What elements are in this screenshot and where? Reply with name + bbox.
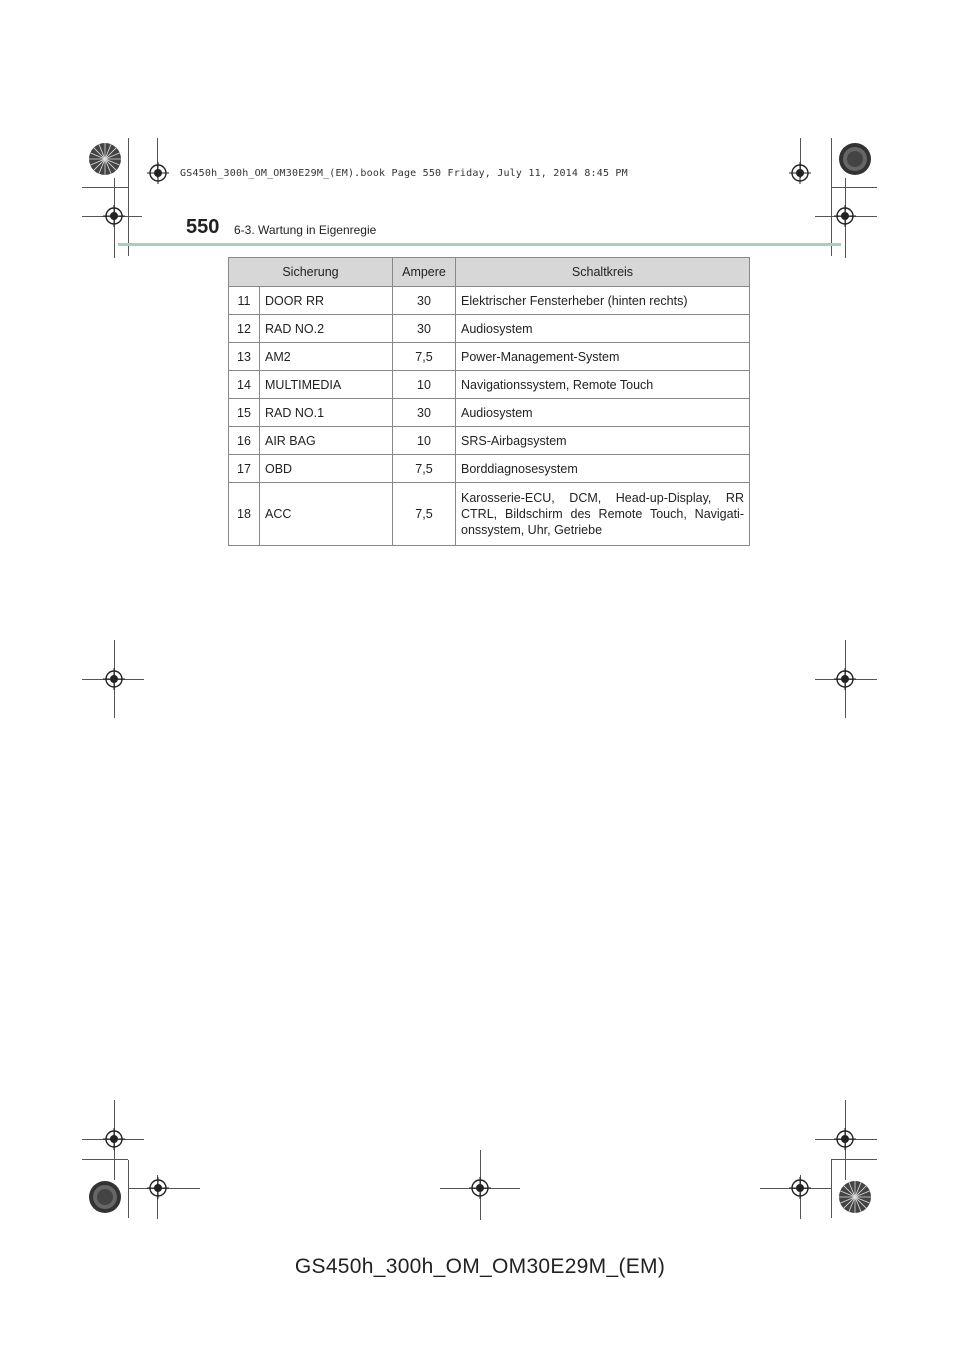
fuse-ampere: 7,5: [393, 343, 456, 371]
registration-mark-icon: [469, 1177, 491, 1199]
registration-mark-icon: [834, 205, 856, 227]
starburst-wheel-icon: [838, 142, 872, 176]
column-header-schaltkreis: Schaltkreis: [456, 258, 750, 287]
fuse-circuit: Audiosystem: [456, 399, 750, 427]
table-row: [229, 343, 750, 371]
fuse-number: 16: [229, 427, 260, 455]
fuse-ampere: 30: [393, 399, 456, 427]
section-title: 6-3. Wartung in Eigenregie: [234, 223, 377, 237]
fuse-ampere: 30: [393, 315, 456, 343]
fuse-name: DOOR RR: [260, 287, 393, 315]
fuse-number: 12: [229, 315, 260, 343]
fuse-circuit: Navigationssystem, Remote Touch: [456, 371, 750, 399]
starburst-wheel-icon: [88, 1180, 122, 1214]
registration-mark-icon: [103, 1128, 125, 1150]
fuse-number: 13: [229, 343, 260, 371]
fuse-number: 15: [229, 399, 260, 427]
page-number: 550: [186, 216, 220, 238]
fuse-ampere: 7,5: [393, 483, 456, 546]
fuse-circuit: Karosserie-ECU, DCM, Head-up-Display, RR CTRL, Bildschirm des Remote Touch, Navigati-onssystem, Uhr, Getriebe: [456, 483, 750, 546]
fuse-name: RAD NO.2: [260, 315, 393, 343]
table-row: [229, 427, 750, 455]
table-row: [229, 371, 750, 399]
fuse-name: OBD: [260, 455, 393, 483]
fuse-name: AIR BAG: [260, 427, 393, 455]
fuse-circuit: Power-Management-System: [456, 343, 750, 371]
fuse-ampere: 10: [393, 371, 456, 399]
book-info-line: GS450h_300h_OM_OM30E29M_(EM).book Page 550 Friday, July 11, 2014 8:45 PM: [180, 168, 628, 179]
fuse-name: ACC: [260, 483, 393, 546]
registration-mark-icon: [103, 668, 125, 690]
fuse-name: RAD NO.1: [260, 399, 393, 427]
fuse-table: [228, 257, 750, 546]
fuse-number: 18: [229, 483, 260, 546]
starburst-wheel-icon: [88, 142, 122, 176]
fuse-circuit: SRS-Airbagsystem: [456, 427, 750, 455]
fuse-circuit: Borddiagnosesystem: [456, 455, 750, 483]
table-row: [229, 483, 750, 546]
registration-mark-icon: [834, 668, 856, 690]
fuse-circuit: Audiosystem: [456, 315, 750, 343]
registration-mark-icon: [789, 162, 811, 184]
fuse-number: 17: [229, 455, 260, 483]
footer-document-id: GS450h_300h_OM_OM30E29M_(EM): [294, 1255, 666, 1278]
fuse-number: 11: [229, 287, 260, 315]
table-row: [229, 455, 750, 483]
registration-mark-icon: [789, 1177, 811, 1199]
registration-mark-icon: [147, 162, 169, 184]
fuse-number: 14: [229, 371, 260, 399]
column-header-sicherung: Sicherung: [229, 258, 393, 287]
fuse-circuit: Elektrischer Fensterheber (hinten rechts): [456, 287, 750, 315]
registration-mark-icon: [147, 1177, 169, 1199]
fuse-ampere: 30: [393, 287, 456, 315]
fuse-name: AM2: [260, 343, 393, 371]
header-rule: [118, 243, 841, 246]
table-row: [229, 287, 750, 315]
starburst-wheel-icon: [838, 1180, 872, 1214]
table-header-row: [229, 258, 750, 287]
registration-mark-icon: [103, 205, 125, 227]
fuse-ampere: 10: [393, 427, 456, 455]
table-row: [229, 399, 750, 427]
fuse-name: MULTIMEDIA: [260, 371, 393, 399]
column-header-ampere: Ampere: [393, 258, 456, 287]
table-row: [229, 315, 750, 343]
registration-mark-icon: [834, 1128, 856, 1150]
fuse-ampere: 7,5: [393, 455, 456, 483]
